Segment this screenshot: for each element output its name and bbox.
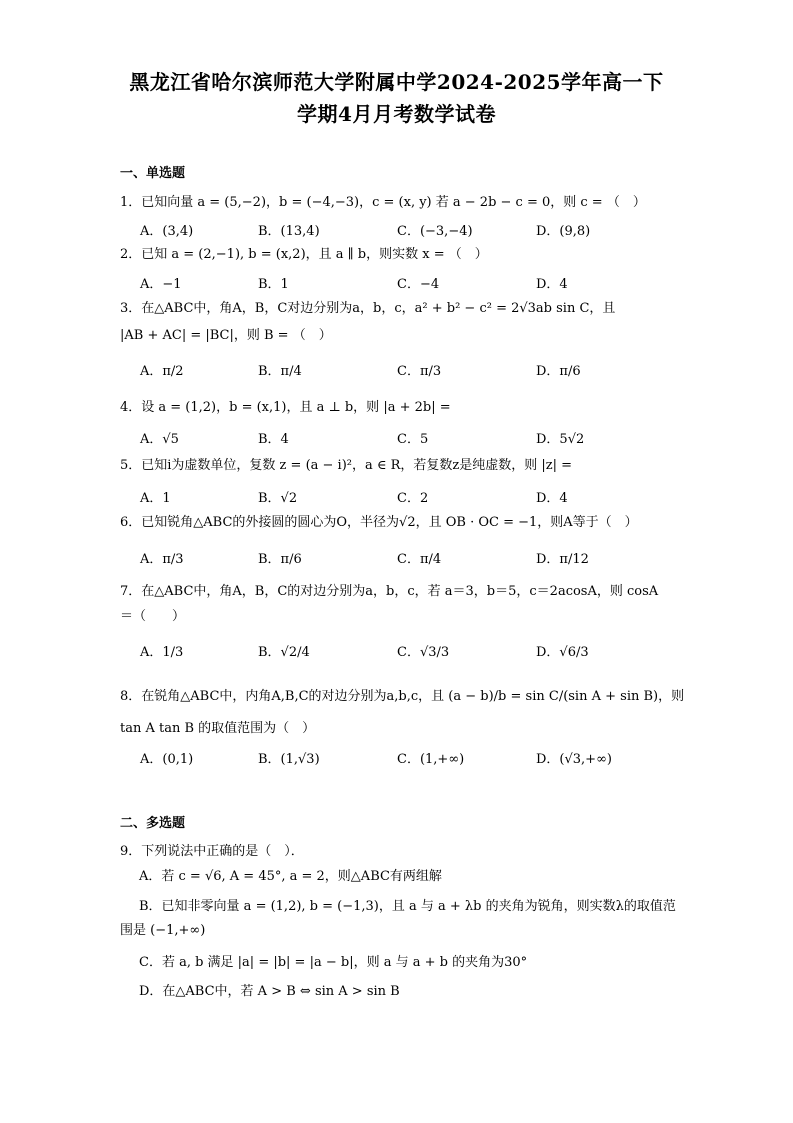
- option-a: A．1: [140, 491, 171, 506]
- question-7-stem-continued: ＝（ ）: [120, 609, 186, 624]
- option-b: B．√2: [258, 491, 298, 506]
- option-b: B．1: [258, 277, 289, 292]
- section-heading-single-choice: 一、单选题: [120, 166, 186, 181]
- exam-title-line-2: 学期4月月考数学试卷: [297, 102, 496, 126]
- question-3-options: [140, 355, 680, 389]
- option-c: C．2: [397, 491, 429, 506]
- option-d: D．5√2: [536, 432, 585, 447]
- question-4-stem: 4．设 a = (1,2)，b = (x,1)，且 a ⊥ b，则 |a + 2b| =: [120, 400, 451, 415]
- option-d: D．(√3,+∞): [536, 752, 612, 767]
- option-a: A．−1: [140, 277, 182, 292]
- option-a: A．(0,1): [140, 752, 194, 767]
- option-d: D．(9,8): [536, 224, 591, 239]
- option-a: A．(3,4): [140, 224, 194, 239]
- question-8-stem: 8．在锐角△ABC中，内角A,B,C的对边分别为a,b,c，且 (a − b)/b = sin C/(sin A + sin B)，则: [120, 689, 685, 704]
- question-9-option-b-continued: 围是 (−1,+∞): [120, 923, 206, 938]
- option-c: C．π/3: [397, 364, 442, 379]
- question-1-options: [140, 220, 680, 242]
- question-3-stem: 3．在△ABC中，角A，B，C对边分别为a，b，c，a² + b² − c² = 2√3ab sin C，且: [120, 301, 616, 316]
- option-d: D．π/12: [536, 552, 589, 567]
- option-c: C．5: [397, 432, 429, 447]
- option-c: C．√3/3: [397, 645, 450, 660]
- option-b: B．4: [258, 432, 289, 447]
- exam-title-line-1: 黑龙江省哈尔滨师范大学附属中学2024-2025学年高一下: [129, 70, 664, 94]
- question-9-stem: 9．下列说法中正确的是（ ）．: [120, 844, 304, 859]
- section-heading-multiple-choice: 二、多选题: [120, 816, 186, 831]
- option-a: A．π/3: [140, 552, 184, 567]
- option-b: B．(1,√3): [258, 752, 320, 767]
- option-a: A．√5: [140, 432, 179, 447]
- question-9-option-c: C．若 a, b 满足 |a| = |b| = |a − b|，则 a 与 a + b 的夹角为30°: [139, 955, 528, 970]
- option-d: D．π/6: [536, 364, 581, 379]
- option-b: B．(13,4): [258, 224, 320, 239]
- question-2-options: [140, 273, 680, 295]
- option-c: C．(1,+∞): [397, 752, 465, 767]
- question-6-options: [140, 543, 680, 577]
- option-d: D．4: [536, 277, 568, 292]
- option-d: D．4: [536, 491, 568, 506]
- question-9-option-b: B．已知非零向量 a = (1,2), b = (−1,3)，且 a 与 a + λb 的夹角为锐角，则实数λ的取值范: [139, 899, 676, 914]
- question-3-stem-continued: |AB + AC| = |BC|，则 B = （ ）: [120, 328, 332, 343]
- question-4-options: [140, 428, 680, 450]
- question-5-stem: 5．已知i为虚数单位，复数 z = (a − i)²，a ∈ R，若复数z是纯虚数，则 |z| =: [120, 458, 573, 473]
- question-9-option-d: D．在△ABC中，若 A > B ⇔ sin A > sin B: [139, 984, 400, 999]
- option-b: B．π/6: [258, 552, 302, 567]
- option-b: B．√2/4: [258, 645, 310, 660]
- question-6-stem: 6．已知锐角△ABC的外接圆的圆心为O，半径为√2，且 OB · OC = −1，则A等于（ ）: [120, 515, 638, 530]
- option-d: D．√6/3: [536, 645, 589, 660]
- question-8-stem-continued: tan A tan B 的取值范围为（ ）: [120, 721, 316, 736]
- question-1-stem: 1．已知向量 a = (5,−2)，b = (−4,−3)，c = (x, y) 若 a − 2b − c = 0，则 c = （ ）: [120, 195, 646, 210]
- option-a: A．π/2: [140, 364, 184, 379]
- option-a: A．1/3: [140, 645, 184, 660]
- question-9-option-a: A．若 c = √6, A = 45°, a = 2，则△ABC有两组解: [139, 869, 442, 884]
- question-2-stem: 2．已知 a = (2,−1), b = (x,2)，且 a ∥ b，则实数 x = （ ）: [120, 247, 488, 262]
- question-7-stem: 7．在△ABC中，角A，B，C的对边分别为a，b，c，若 a＝3，b＝5，c＝2acosA，则 cosA: [120, 584, 659, 599]
- option-c: C．π/4: [397, 552, 442, 567]
- question-5-options: [140, 487, 680, 509]
- option-c: C．(−3,−4): [397, 224, 473, 239]
- option-b: B．π/4: [258, 364, 302, 379]
- question-7-options: [140, 636, 680, 670]
- option-c: C．−4: [397, 277, 440, 292]
- question-8-options: [140, 748, 680, 770]
